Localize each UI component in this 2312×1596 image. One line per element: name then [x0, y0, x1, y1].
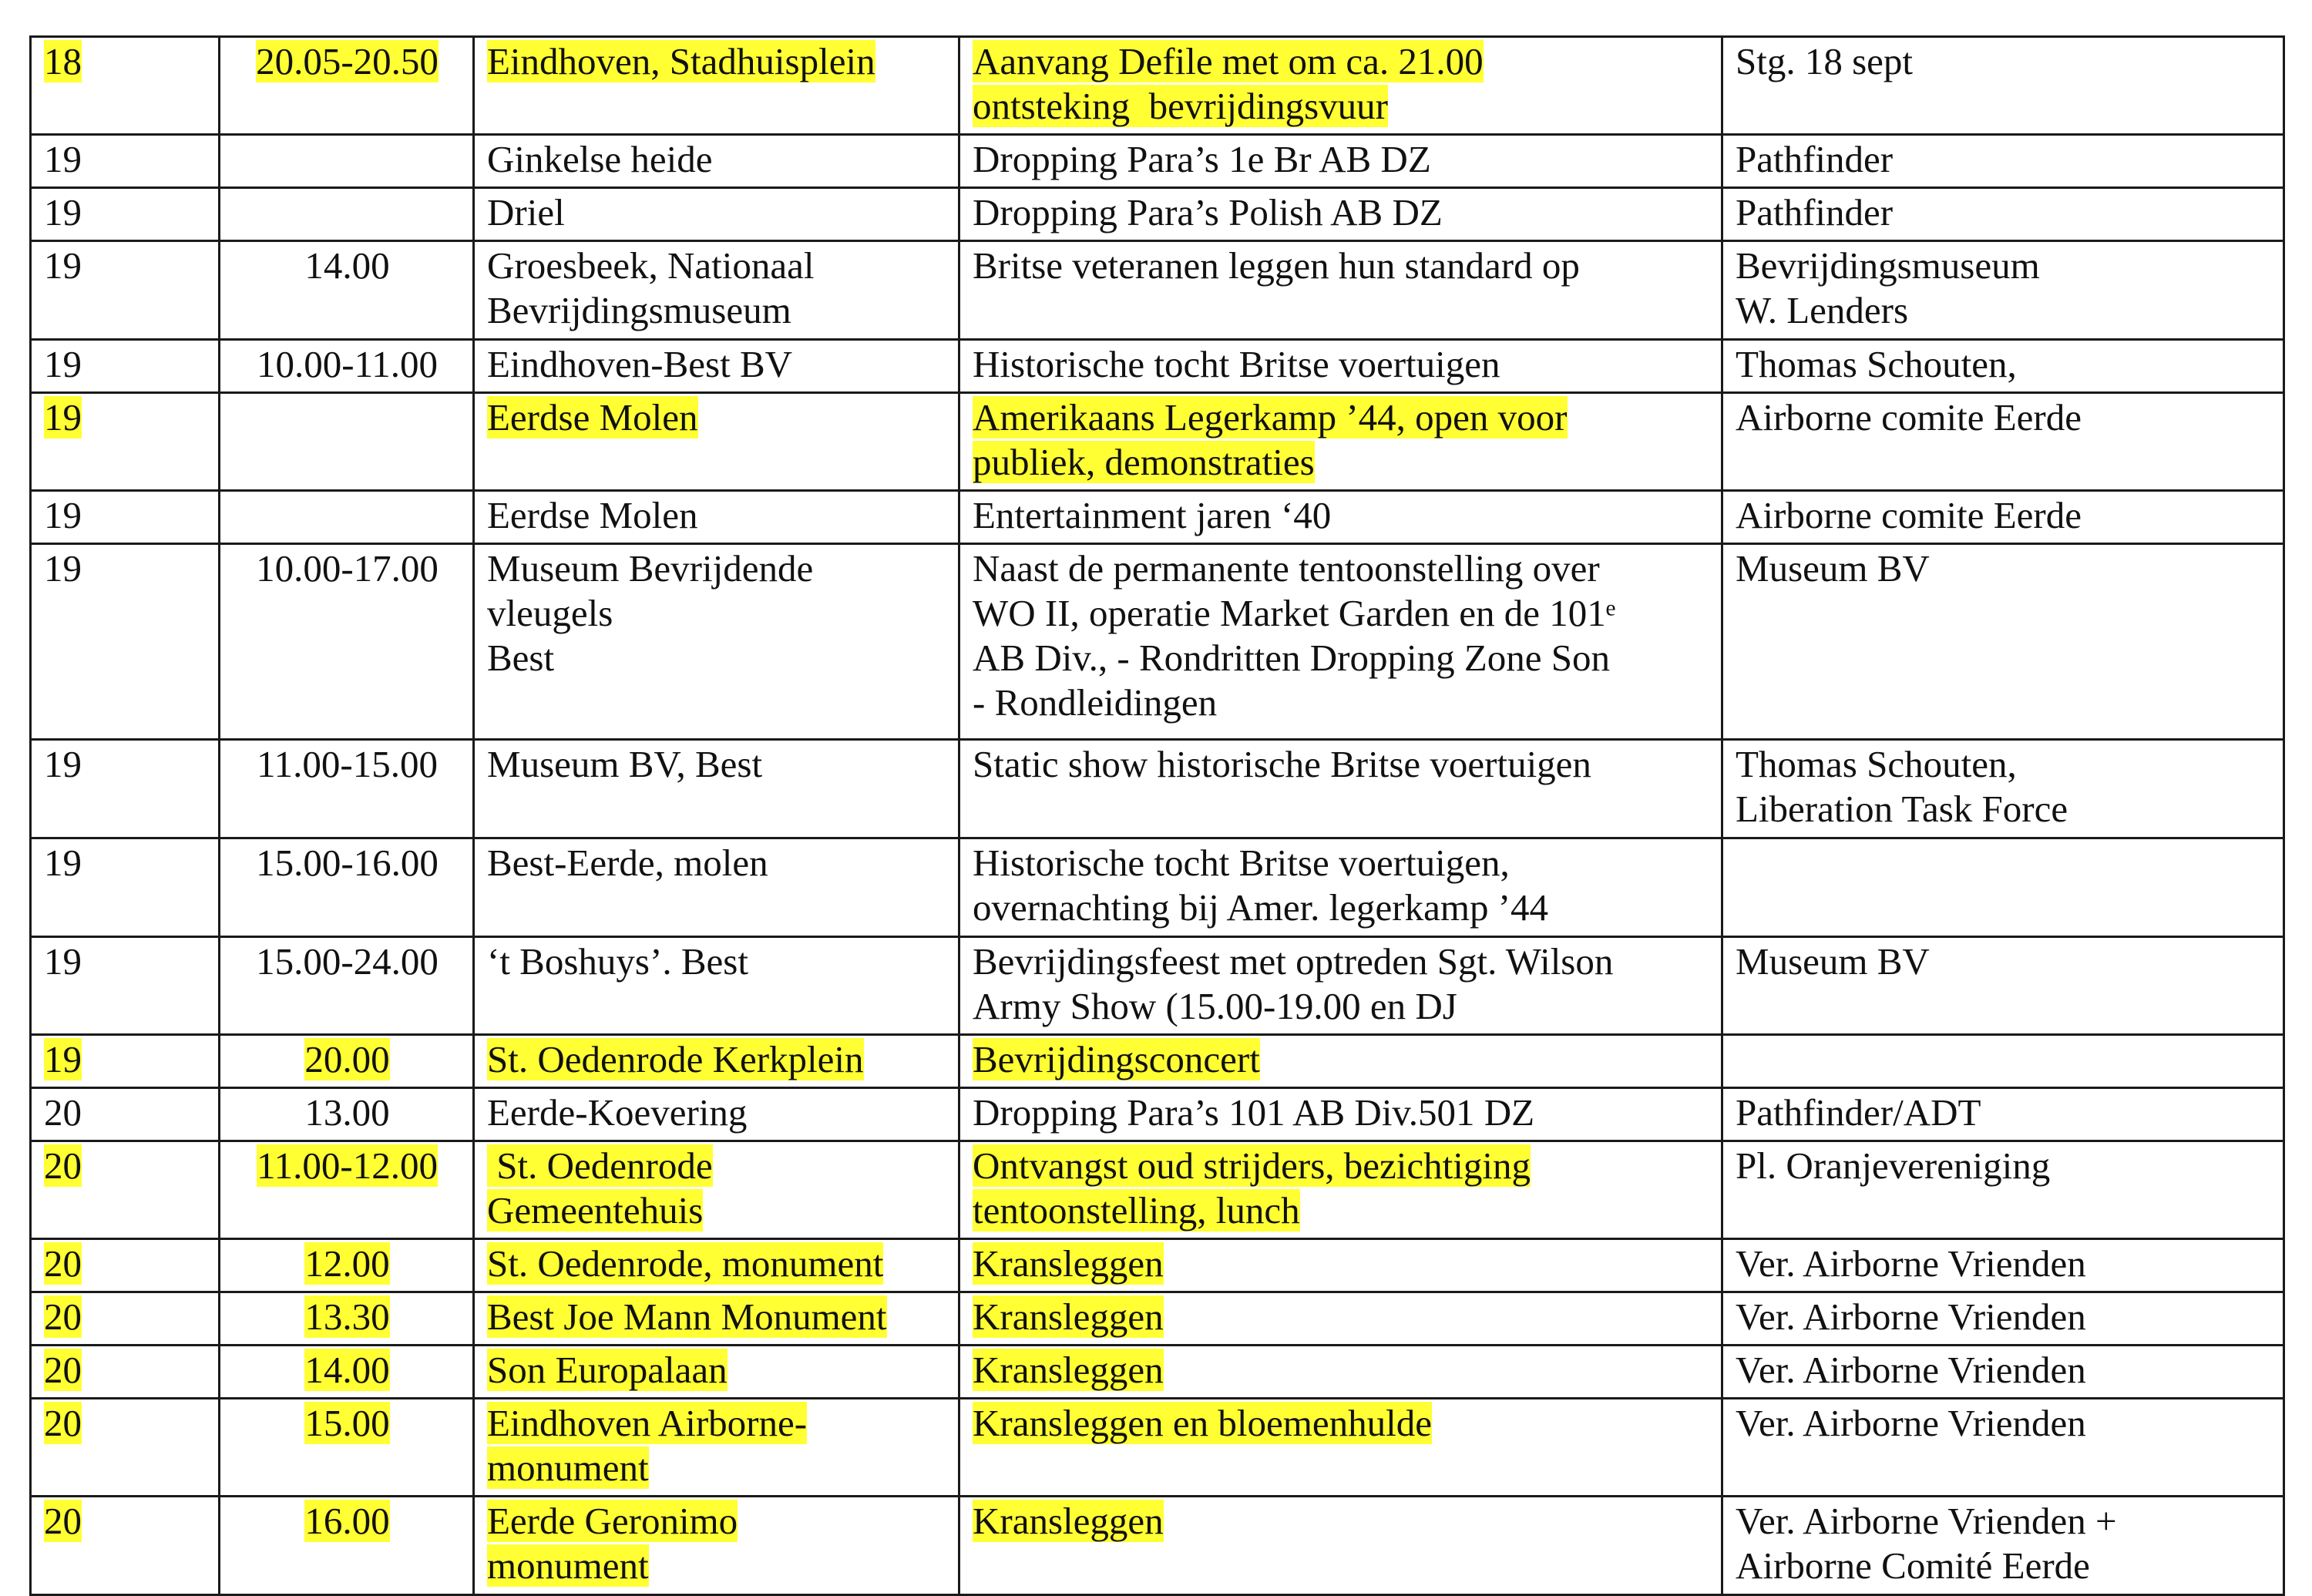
activity-cell [959, 1399, 1722, 1497]
activity-cell [959, 1035, 1722, 1088]
organizer-line: Thomas Schouten, [1736, 743, 2017, 785]
organizer-cell [1722, 491, 2284, 544]
activity-cell [959, 491, 1722, 544]
activity-line: Bevrijdingsconcert [973, 1038, 1260, 1080]
table-row [31, 937, 2284, 1035]
location-cell [474, 1088, 959, 1141]
activity-line: Britse veteranen leggen hun standard op [973, 244, 1580, 287]
activity-cell [959, 740, 1722, 838]
table-row [31, 1497, 2284, 1595]
organizer-cell [1722, 135, 2284, 188]
day-value: 19 [44, 494, 82, 536]
day-value: 20 [44, 1295, 82, 1338]
location-line: St. Oedenrode Kerkplein [487, 1038, 864, 1080]
activity-line: Kransleggen [973, 1349, 1164, 1391]
location-line: Museum BV, Best [487, 743, 763, 785]
location-cell [474, 340, 959, 393]
activity-line: Naast de permanente tentoonstelling over [973, 547, 1600, 590]
organizer-cell [1722, 340, 2284, 393]
day-value: 20 [44, 1091, 82, 1134]
activity-cell [959, 838, 1722, 937]
time-cell [220, 393, 474, 491]
time-value: 15.00-24.00 [256, 940, 439, 983]
time-value: 20.05-20.50 [256, 40, 439, 82]
location-line: Ginkelse heide [487, 138, 713, 180]
organizer-cell [1722, 37, 2284, 135]
day-cell [31, 937, 220, 1035]
location-line: Groesbeek, Nationaal [487, 244, 815, 287]
organizer-cell [1722, 1497, 2284, 1595]
location-cell [474, 393, 959, 491]
location-line: vleugels [487, 592, 613, 634]
organizer-line: Pathfinder/ADT [1736, 1091, 1981, 1134]
activity-line: publiek, demonstraties [973, 441, 1315, 483]
location-line: Eindhoven-Best BV [487, 343, 793, 385]
day-cell [31, 1399, 220, 1497]
day-value: 20 [44, 1402, 82, 1444]
activity-line: - Rondleidingen [973, 681, 1218, 724]
activity-cell [959, 1346, 1722, 1399]
location-line: Best Joe Mann Monument [487, 1295, 887, 1338]
location-line: Eerde Geronimo [487, 1500, 738, 1542]
table-row [31, 1141, 2284, 1239]
activity-line: ontsteking bevrijdingsvuur [973, 85, 1388, 127]
location-cell [474, 1497, 959, 1595]
activity-line: Kransleggen [973, 1500, 1164, 1542]
table-row [31, 1088, 2284, 1141]
activity-cell [959, 340, 1722, 393]
location-line: Bevrijdingsmuseum [487, 289, 791, 331]
activity-line: Kransleggen [973, 1242, 1164, 1285]
location-cell [474, 135, 959, 188]
organizer-line: Pathfinder [1736, 191, 1894, 234]
table-row [31, 491, 2284, 544]
table-row [31, 838, 2284, 937]
location-line: St. Oedenrode [487, 1144, 713, 1187]
location-cell [474, 1239, 959, 1292]
location-cell [474, 491, 959, 544]
table-row [31, 1346, 2284, 1399]
location-line: monument [487, 1544, 649, 1587]
time-value: 20.00 [304, 1038, 390, 1080]
activity-cell [959, 1239, 1722, 1292]
location-line: Driel [487, 191, 565, 234]
activity-line: Amerikaans Legerkamp ’44, open voor [973, 396, 1568, 438]
day-cell [31, 838, 220, 937]
day-cell [31, 544, 220, 740]
day-cell [31, 1292, 220, 1346]
time-cell [220, 135, 474, 188]
activity-line: Army Show (15.00-19.00 en DJ [973, 985, 1457, 1027]
organizer-cell [1722, 1292, 2284, 1346]
activity-cell [959, 135, 1722, 188]
table-row [31, 340, 2284, 393]
organizer-cell [1722, 188, 2284, 241]
location-line: Eerdse Molen [487, 396, 698, 438]
location-cell [474, 740, 959, 838]
table-row [31, 188, 2284, 241]
day-value: 19 [44, 191, 82, 234]
table-row [31, 241, 2284, 340]
location-line: Best-Eerde, molen [487, 842, 768, 884]
activity-line: Bevrijdingsfeest met optreden Sgt. Wilson [973, 940, 1614, 983]
organizer-line: Thomas Schouten, [1736, 343, 2017, 385]
day-value: 18 [44, 40, 82, 82]
location-cell [474, 1035, 959, 1088]
organizer-line: Ver. Airborne Vrienden [1736, 1242, 2086, 1285]
table-row [31, 740, 2284, 838]
table-row [31, 1292, 2284, 1346]
activity-line: Aanvang Defile met om ca. 21.00 [973, 40, 1484, 82]
activity-line: overnachting bij Amer. legerkamp ’44 [973, 886, 1549, 929]
day-cell [31, 491, 220, 544]
activity-cell [959, 188, 1722, 241]
location-cell [474, 1292, 959, 1346]
time-cell [220, 838, 474, 937]
activity-line: Kransleggen en bloemenhulde [973, 1402, 1432, 1444]
schedule-body [31, 37, 2284, 1595]
day-cell [31, 1346, 220, 1399]
time-cell [220, 241, 474, 340]
day-cell [31, 37, 220, 135]
organizer-cell [1722, 1088, 2284, 1141]
time-cell [220, 37, 474, 135]
time-value: 15.00-16.00 [256, 842, 439, 884]
activity-line: Ontvangst oud strijders, bezichtiging [973, 1144, 1531, 1187]
time-cell [220, 188, 474, 241]
location-cell [474, 241, 959, 340]
organizer-line: Museum BV [1736, 940, 1930, 983]
activity-line: tentoonstelling, lunch [973, 1189, 1300, 1231]
time-value: 13.00 [304, 1091, 390, 1134]
activity-cell [959, 544, 1722, 740]
table-row [31, 135, 2284, 188]
time-cell [220, 1497, 474, 1595]
location-line: Eerdse Molen [487, 494, 698, 536]
organizer-cell [1722, 740, 2284, 838]
time-value: 12.00 [304, 1242, 390, 1285]
organizer-line: Museum BV [1736, 547, 1930, 590]
activity-cell [959, 37, 1722, 135]
activity-line: WO II, operatie Market Garden en de 101ᵉ [973, 592, 1616, 634]
activity-cell [959, 1292, 1722, 1346]
organizer-line: Liberation Task Force [1736, 788, 2068, 830]
time-cell [220, 1088, 474, 1141]
time-value: 11.00-12.00 [257, 1144, 438, 1187]
activity-line: Historische tocht Britse voertuigen, [973, 842, 1510, 884]
table-row [31, 393, 2284, 491]
organizer-line: Airborne comite Eerde [1736, 494, 2082, 536]
location-line: Gemeentehuis [487, 1189, 704, 1231]
location-line: St. Oedenrode, monument [487, 1242, 884, 1285]
location-cell [474, 838, 959, 937]
day-value: 20 [44, 1242, 82, 1285]
location-line: Museum Bevrijdende [487, 547, 814, 590]
time-cell [220, 1141, 474, 1239]
time-value: 10.00-17.00 [256, 547, 439, 590]
day-value: 20 [44, 1500, 82, 1542]
activity-line: AB Div., - Rondritten Dropping Zone Son [973, 637, 1611, 679]
organizer-cell [1722, 937, 2284, 1035]
time-value: 16.00 [304, 1500, 390, 1542]
activity-cell [959, 1088, 1722, 1141]
day-cell [31, 393, 220, 491]
organizer-cell [1722, 1399, 2284, 1497]
organizer-cell [1722, 1346, 2284, 1399]
day-cell [31, 135, 220, 188]
activity-cell [959, 1141, 1722, 1239]
table-row [31, 544, 2284, 740]
organizer-line: Ver. Airborne Vrienden [1736, 1402, 2086, 1444]
day-cell [31, 1035, 220, 1088]
table-row [31, 1035, 2284, 1088]
day-value: 19 [44, 547, 82, 590]
table-row [31, 1239, 2284, 1292]
time-cell [220, 1399, 474, 1497]
location-line: Eerde-Koevering [487, 1091, 748, 1134]
organizer-cell [1722, 393, 2284, 491]
time-cell [220, 1239, 474, 1292]
organizer-line: W. Lenders [1736, 289, 1909, 331]
time-cell [220, 340, 474, 393]
location-cell [474, 937, 959, 1035]
day-value: 19 [44, 842, 82, 884]
activity-cell [959, 393, 1722, 491]
organizer-line: Ver. Airborne Vrienden + [1736, 1500, 2117, 1542]
time-cell [220, 937, 474, 1035]
day-cell [31, 1088, 220, 1141]
day-value: 19 [44, 396, 82, 438]
location-cell [474, 37, 959, 135]
day-cell [31, 740, 220, 838]
activity-line: Kransleggen [973, 1295, 1164, 1338]
day-value: 19 [44, 940, 82, 983]
day-value: 19 [44, 138, 82, 180]
time-cell [220, 1346, 474, 1399]
organizer-cell [1722, 1141, 2284, 1239]
activity-line: Static show historische Britse voertuigen [973, 743, 1591, 785]
time-value: 14.00 [304, 1349, 390, 1391]
location-line: Son Europalaan [487, 1349, 728, 1391]
location-cell [474, 544, 959, 740]
location-cell [474, 1141, 959, 1239]
activity-cell [959, 241, 1722, 340]
location-line: Best [487, 637, 555, 679]
organizer-line: Pl. Oranjevereniging [1736, 1144, 2051, 1187]
time-value: 10.00-11.00 [257, 343, 438, 385]
day-cell [31, 188, 220, 241]
activity-cell [959, 1497, 1722, 1595]
organizer-line: Ver. Airborne Vrienden [1736, 1349, 2086, 1391]
table-row [31, 37, 2284, 135]
organizer-cell [1722, 1035, 2284, 1088]
day-cell [31, 1497, 220, 1595]
day-value: 19 [44, 244, 82, 287]
day-value: 19 [44, 343, 82, 385]
location-cell [474, 188, 959, 241]
day-cell [31, 1141, 220, 1239]
organizer-cell [1722, 1239, 2284, 1292]
organizer-line: Airborne Comité Eerde [1736, 1544, 2090, 1587]
location-line: Eindhoven Airborne- [487, 1402, 808, 1444]
day-value: 19 [44, 743, 82, 785]
activity-line: Dropping Para’s 1e Br AB DZ [973, 138, 1431, 180]
day-cell [31, 1239, 220, 1292]
organizer-line: Airborne comite Eerde [1736, 396, 2082, 438]
time-cell [220, 1035, 474, 1088]
time-value: 14.00 [304, 244, 390, 287]
organizer-line: Bevrijdingsmuseum [1736, 244, 2040, 287]
day-value: 20 [44, 1144, 82, 1187]
organizer-cell [1722, 838, 2284, 937]
activity-line: Dropping Para’s Polish AB DZ [973, 191, 1443, 234]
time-value: 11.00-15.00 [257, 743, 438, 785]
time-cell [220, 740, 474, 838]
time-cell [220, 544, 474, 740]
event-schedule-table [29, 35, 2285, 1596]
activity-line: Dropping Para’s 101 AB Div.501 DZ [973, 1091, 1535, 1134]
day-value: 20 [44, 1349, 82, 1391]
time-value: 13.30 [304, 1295, 390, 1338]
organizer-cell [1722, 544, 2284, 740]
location-line: ‘t Boshuys’. Best [487, 940, 748, 983]
location-cell [474, 1346, 959, 1399]
activity-line: Entertainment jaren ‘40 [973, 494, 1332, 536]
organizer-line: Pathfinder [1736, 138, 1894, 180]
organizer-line: Ver. Airborne Vrienden [1736, 1295, 2086, 1338]
organizer-cell [1722, 241, 2284, 340]
location-line: Eindhoven, Stadhuisplein [487, 40, 875, 82]
day-cell [31, 340, 220, 393]
organizer-line: Stg. 18 sept [1736, 40, 1914, 82]
day-cell [31, 241, 220, 340]
day-value: 19 [44, 1038, 82, 1080]
activity-cell [959, 937, 1722, 1035]
location-line: monument [487, 1446, 649, 1489]
activity-line: Historische tocht Britse voertuigen [973, 343, 1500, 385]
time-value: 15.00 [304, 1402, 390, 1444]
table-row [31, 1399, 2284, 1497]
time-cell [220, 491, 474, 544]
time-cell [220, 1292, 474, 1346]
location-cell [474, 1399, 959, 1497]
